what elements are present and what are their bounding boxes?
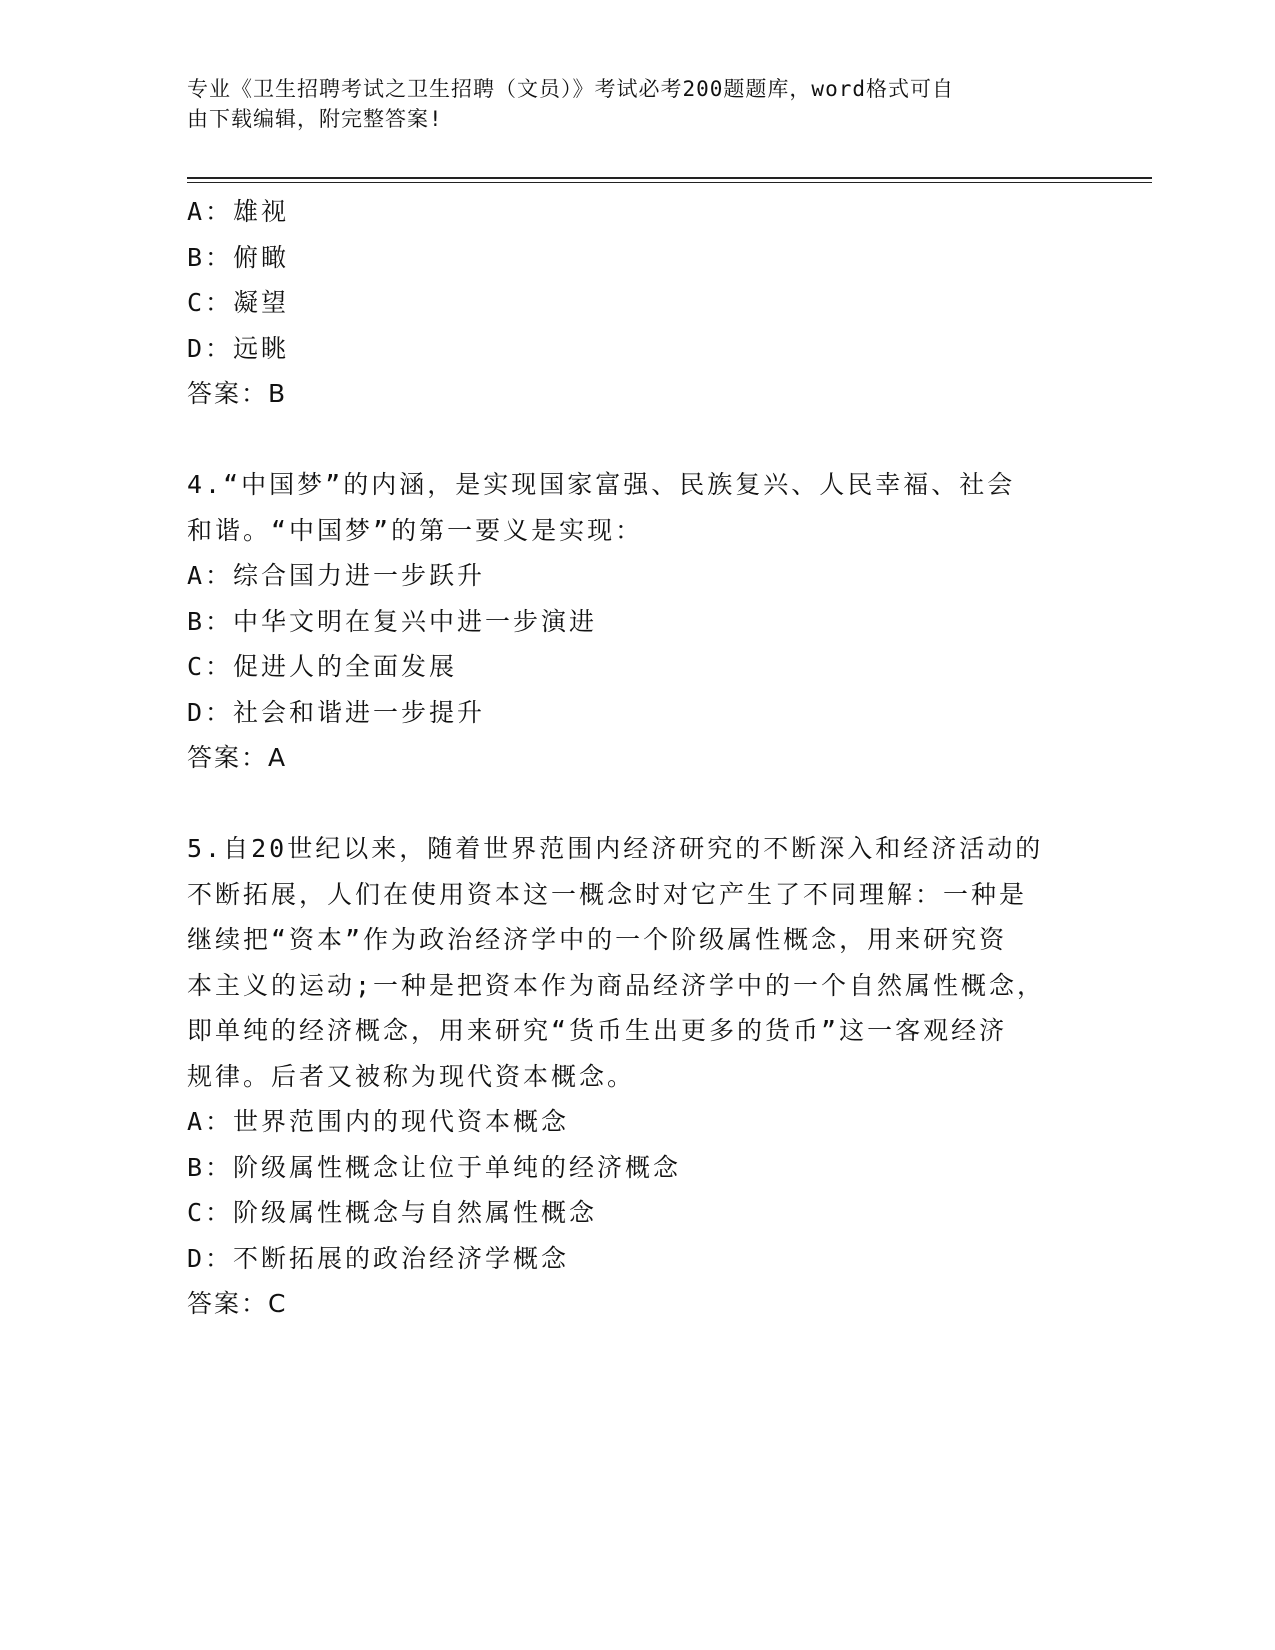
question-stem-line: 5.自20世纪以来，随着世界范围内经济研究的不断深入和经济活动的 bbox=[187, 834, 1044, 863]
option-b: B：中华文明在复兴中进一步演进 bbox=[187, 606, 598, 636]
question-4 bbox=[187, 462, 1087, 781]
option-d: D：远眺 bbox=[187, 333, 290, 363]
question-stem-line: 本主义的运动;一种是把资本作为商品经济学中的一个自然属性概念， bbox=[187, 970, 1046, 1000]
option-a: A：综合国力进一步跃升 bbox=[187, 561, 486, 590]
option-b: B：俯瞰 bbox=[187, 242, 290, 272]
option-b: B：阶级属性概念让位于单纯的经济概念 bbox=[187, 1152, 682, 1182]
option-c: C：凝望 bbox=[187, 288, 290, 317]
spacer bbox=[187, 781, 1087, 827]
header-divider-thin bbox=[187, 182, 1152, 183]
header-line-2: 由下载编辑，附完整答案! bbox=[187, 107, 443, 131]
header-line-1: 专业《卫生招聘考试之卫生招聘（文员）》考试必考200题题库，word格式可自 bbox=[187, 77, 954, 101]
option-d: D：不断拓展的政治经济学概念 bbox=[187, 1243, 570, 1273]
option-c: C：促进人的全面发展 bbox=[187, 652, 458, 681]
question-stem-line: 4.“中国梦”的内涵，是实现国家富强、民族复兴、人民幸福、社会 bbox=[187, 470, 1016, 499]
answer: 答案：B bbox=[187, 379, 288, 408]
question-5 bbox=[187, 826, 1087, 1327]
option-a: A：雄视 bbox=[187, 197, 290, 226]
question-stem-line: 继续把“资本”作为政治经济学中的一个阶级属性概念，用来研究资 bbox=[187, 925, 1008, 954]
question-stem-line: 规律。后者又被称为现代资本概念。 bbox=[187, 1061, 636, 1091]
question-stem-line: 和谐。“中国梦”的第一要义是实现： bbox=[187, 515, 644, 545]
question-stem-line: 不断拓展，人们在使用资本这一概念时对它产生了不同理解：一种是 bbox=[187, 879, 1028, 909]
answer: 答案：C bbox=[187, 1289, 288, 1318]
question-3 bbox=[187, 189, 1087, 417]
answer: 答案：A bbox=[187, 743, 288, 772]
option-a: A：世界范围内的现代资本概念 bbox=[187, 1107, 570, 1136]
question-stem-line: 即单纯的经济概念，用来研究“货币生出更多的货币”这一客观经济 bbox=[187, 1016, 1008, 1045]
option-c: C：阶级属性概念与自然属性概念 bbox=[187, 1198, 598, 1227]
option-d: D：社会和谐进一步提升 bbox=[187, 697, 486, 727]
header-divider-thick bbox=[187, 177, 1152, 179]
question-list bbox=[187, 189, 1087, 1327]
spacer bbox=[187, 417, 1087, 463]
document-header bbox=[187, 74, 1067, 134]
